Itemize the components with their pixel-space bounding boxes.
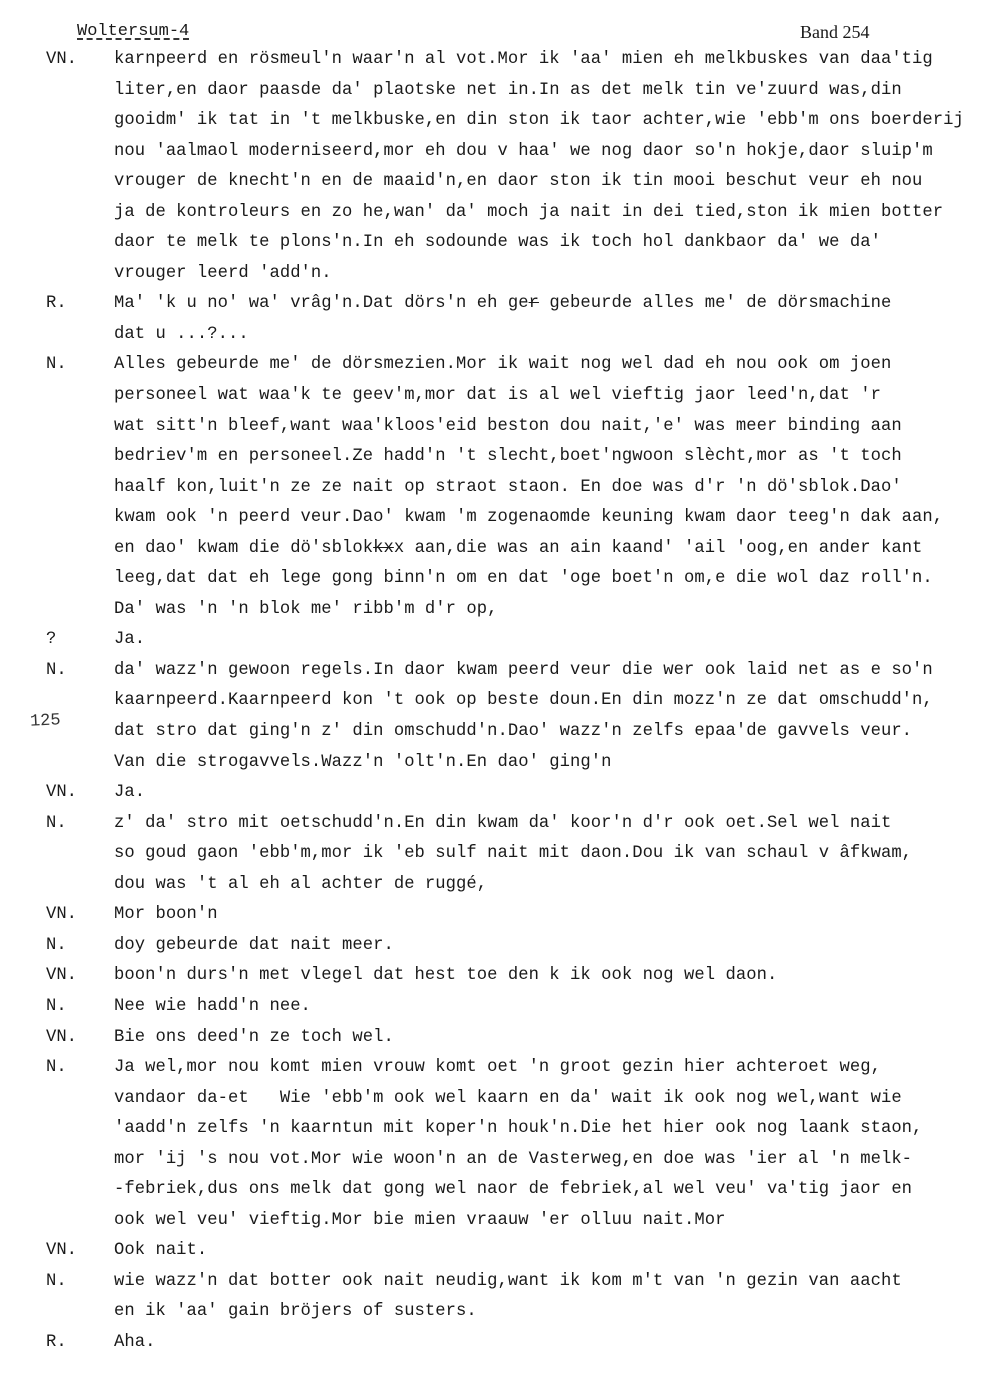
transcript-line bbox=[0, 778, 986, 809]
document-title: Woltersum-4 bbox=[77, 22, 190, 41]
line-text: ja de kontroleurs en zo he,wan' da' moch ja nait in dei tied,ston ik mien botter bbox=[114, 202, 944, 222]
line-text: liter,en daor paasde da' plaotske net in.In as det melk tin ve'zuurd was,din bbox=[114, 80, 902, 100]
transcript-line bbox=[0, 1175, 986, 1206]
line-text: kwam ook 'n peerd veur.Dao' kwam 'm zogenaomde keuning kwam daor teeg'n dak aan, bbox=[114, 508, 944, 528]
speaker-label: VN. bbox=[46, 50, 77, 69]
speaker-label: N. bbox=[46, 1271, 67, 1291]
transcript-line bbox=[0, 900, 986, 931]
transcript-line bbox=[0, 839, 986, 870]
transcript-line bbox=[0, 1297, 986, 1328]
speaker-label: N. bbox=[46, 1058, 67, 1078]
transcript bbox=[0, 45, 986, 1359]
line-text: en ik 'aa' gain bröjers of susters. bbox=[114, 1302, 477, 1322]
transcript-line bbox=[0, 198, 986, 229]
struck-characters: kx bbox=[373, 538, 394, 558]
transcript-line bbox=[0, 1023, 986, 1054]
speaker-label: ? bbox=[46, 630, 57, 650]
line-text: wat sitt'n bleef,want waa'kloos'eid beston dou nait,'e' was meer binding aan bbox=[114, 416, 902, 436]
line-text: vrouger de knecht'n en de maaid'n,en daor ston ik tin mooi beschut veur eh nou bbox=[114, 172, 923, 192]
line-text: Da' was 'n 'n blok me' ribb'm d'r op, bbox=[114, 599, 498, 619]
line-text: gooidm' ik tat in 't melkbuske,en din ston ik taor achter,wie 'ebb'm ons boerderij bbox=[114, 111, 964, 131]
line-text: kaarnpeerd.Kaarnpeerd kon 't ook op beste doun.En din mozz'n ze dat omschudd'n, bbox=[114, 691, 933, 711]
line-text: vrouger leerd 'add'n. bbox=[114, 263, 332, 283]
transcript-line bbox=[0, 717, 986, 748]
line-text: personeel wat waa'k te geev'm,mor dat is al wel vieftig jaor leed'n,dat 'r bbox=[114, 386, 881, 406]
transcript-line bbox=[0, 350, 986, 381]
line-text: Mor boon'n bbox=[114, 905, 218, 925]
speaker-label: R. bbox=[46, 1332, 67, 1352]
struck-characters: r bbox=[528, 294, 539, 314]
transcript-line bbox=[0, 167, 986, 198]
transcript-line bbox=[0, 412, 986, 443]
line-text: nou 'aalmaol moderniseerd,mor eh dou v haa' we nog daor so'n hokje,daor sluip'm bbox=[114, 141, 933, 161]
transcript-line bbox=[0, 503, 986, 534]
line-text: da' wazz'n gewoon regels.In daor kwam peerd veur die wer ook laid net as e so'n bbox=[114, 660, 933, 680]
speaker-label: VN. bbox=[46, 783, 77, 803]
line-text: Ja. bbox=[114, 783, 146, 803]
line-text: Ook nait. bbox=[114, 1241, 208, 1261]
line-text: dou was 't al eh al achter de ruggé, bbox=[114, 874, 488, 894]
line-text: Ja wel,mor nou komt mien vrouw komt oet 'n groot gezin hier achteroet weg, bbox=[114, 1058, 881, 1078]
transcript-line bbox=[0, 1328, 986, 1359]
speaker-label: R. bbox=[46, 294, 67, 314]
line-text: leeg,dat dat eh lege gong binn'n om en dat 'oge boet'n om,e die wol daz roll'n. bbox=[114, 569, 933, 589]
transcript-line bbox=[0, 595, 986, 626]
line-text: Ma' 'k u no' wa' vrâg'n.Dat dörs'n eh ger gebeurde alles me' de dörsmachine bbox=[114, 294, 892, 314]
transcript-line bbox=[0, 625, 986, 656]
line-text: Aha. bbox=[114, 1332, 156, 1352]
transcript-line bbox=[0, 1145, 986, 1176]
line-text: Alles gebeurde me' de dörsmezien.Mor ik wait nog wel dad eh nou ook om joen bbox=[114, 355, 892, 375]
line-text: mor 'ij 's nou vot.Mor wie woon'n an de Vasterweg,en doe was 'ier al 'n melk- bbox=[114, 1149, 913, 1169]
speaker-label: VN. bbox=[46, 1241, 77, 1261]
transcript-line bbox=[0, 564, 986, 595]
speaker-label: N. bbox=[46, 996, 67, 1016]
line-text: -febriek,dus ons melk dat gong wel naor de febriek,al wel veu' va'tig jaor en bbox=[114, 1180, 913, 1200]
line-text: wie wazz'n dat botter ook nait neudig,want ik kom m't van 'n gezin van aacht bbox=[114, 1271, 902, 1291]
line-text: 'aadd'n zelfs 'n kaarntun mit koper'n houk'n.Die het hier ook nog laank staon, bbox=[114, 1119, 923, 1139]
speaker-label: VN. bbox=[46, 1027, 77, 1047]
line-text: boon'n durs'n met vlegel dat hest toe den k ik ook nog wel daon. bbox=[114, 966, 778, 986]
line-text: Bie ons deed'n ze toch wel. bbox=[114, 1027, 394, 1047]
transcript-line bbox=[0, 289, 986, 320]
speaker-label: N. bbox=[46, 813, 67, 833]
transcript-line bbox=[0, 1206, 986, 1237]
line-text: dat u ...?... bbox=[114, 324, 249, 344]
handwritten-margin-note: 125 bbox=[29, 711, 62, 732]
transcript-line bbox=[0, 686, 986, 717]
transcript-line bbox=[0, 1236, 986, 1267]
line-text: Van die strogavvels.Wazz'n 'olt'n.En dao' ging'n bbox=[114, 752, 612, 772]
transcript-line bbox=[0, 656, 986, 687]
transcript-line bbox=[0, 473, 986, 504]
line-text: bedriev'm en personeel.Ze hadd'n 't slecht,boet'ngwoon slècht,mor as 't toch bbox=[114, 447, 902, 467]
transcript-line bbox=[0, 1053, 986, 1084]
line-text: so goud gaon 'ebb'm,mor ik 'eb sulf nait mit daon.Dou ik van schaul v âfkwam, bbox=[114, 844, 913, 864]
line-text: haalf kon,luit'n ze ze nait op straot staon. En doe was d'r 'n dö'sblok.Dao' bbox=[114, 477, 902, 497]
transcript-line bbox=[0, 961, 986, 992]
speaker-label: N. bbox=[46, 355, 67, 375]
transcript-line bbox=[0, 1267, 986, 1298]
transcript-line bbox=[0, 534, 986, 565]
transcript-line bbox=[0, 45, 986, 76]
line-text: vandaor da-et Wie 'ebb'm ook wel kaarn en da' wait ik ook nog wel,want wie bbox=[114, 1088, 902, 1108]
transcript-line bbox=[0, 320, 986, 351]
speaker-label: N. bbox=[46, 660, 67, 680]
transcript-line bbox=[0, 76, 986, 107]
speaker-label: N. bbox=[46, 935, 67, 955]
transcript-line bbox=[0, 748, 986, 779]
line-text: doy gebeurde dat nait meer. bbox=[114, 935, 394, 955]
transcript-line bbox=[0, 228, 986, 259]
line-text: karnpeerd en rösmeul'n waar'n al vot.Mor ik 'aa' mien eh melkbuskes van daa'tig bbox=[114, 50, 933, 69]
transcript-line bbox=[0, 1114, 986, 1145]
line-text: dat stro dat ging'n z' din omschudd'n.Dao' wazz'n zelfs epaa'de gavvels veur. bbox=[114, 722, 913, 742]
transcript-line bbox=[0, 870, 986, 901]
transcript-line bbox=[0, 931, 986, 962]
transcript-line bbox=[0, 992, 986, 1023]
line-text: z' da' stro mit oetschudd'n.En din kwam da' koor'n d'r ook oet.Sel wel nait bbox=[114, 813, 892, 833]
transcript-line bbox=[0, 442, 986, 473]
line-text: Ja. bbox=[114, 630, 146, 650]
line-text: en dao' kwam die dö'sblokkxx aan,die was an ain kaand' 'ail 'oog,en ander kant bbox=[114, 538, 923, 558]
line-text: ook wel veu' vieftig.Mor bie mien vraauw 'er olluu nait.Mor bbox=[114, 1210, 726, 1230]
transcript-line bbox=[0, 137, 986, 168]
transcript-line bbox=[0, 381, 986, 412]
line-text: Nee wie hadd'n nee. bbox=[114, 996, 311, 1016]
band-number: Band 254 bbox=[800, 22, 870, 42]
line-text: daor te melk te plons'n.In eh sodounde was ik toch hol dankbaor da' we da' bbox=[114, 233, 881, 253]
transcript-line bbox=[0, 106, 986, 137]
transcript-line bbox=[0, 259, 986, 290]
transcript-line bbox=[0, 809, 986, 840]
speaker-label: VN. bbox=[46, 966, 77, 986]
speaker-label: VN. bbox=[46, 905, 77, 925]
transcript-line bbox=[0, 1084, 986, 1115]
